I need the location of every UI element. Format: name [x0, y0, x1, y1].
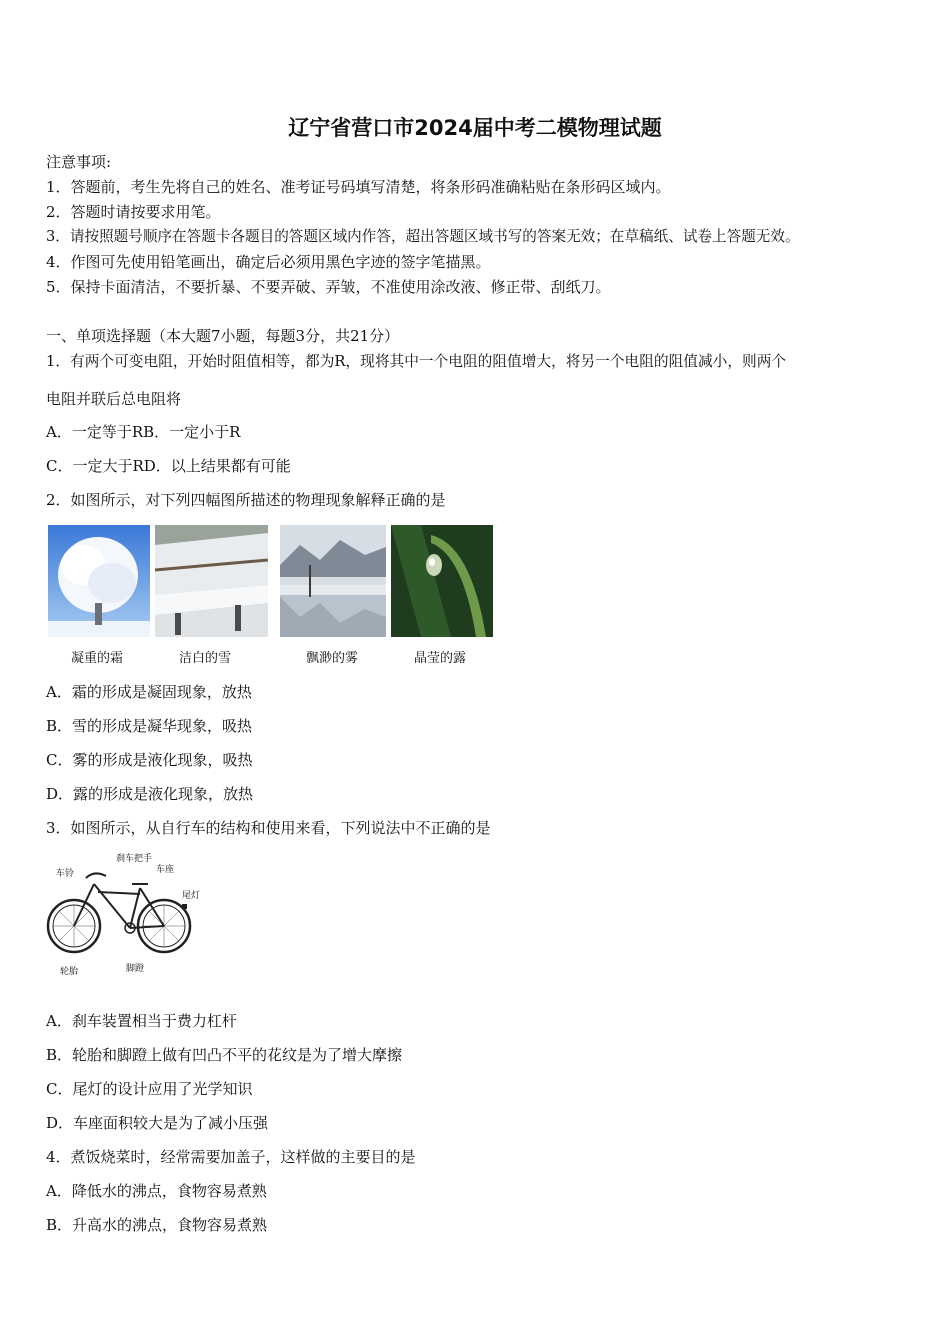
caption-dew: 晶莹的露 — [413, 651, 466, 666]
q3-option-c: C．尾灯的设计应用了光学知识 — [46, 1080, 253, 1098]
label-pedal: 脚蹬 — [126, 964, 145, 974]
q2-option-a: A．霜的形成是凝固现象，放热 — [46, 683, 252, 701]
fog-lake-photo — [280, 525, 386, 637]
q3-stem: 3．如图所示，从自行车的结构和使用来看，下列说法中不正确的是 — [46, 819, 491, 837]
q4-option-a: A．降低水的沸点，食物容易煮熟 — [46, 1182, 267, 1200]
q2-option-d: D．露的形成是液化现象，放热 — [46, 785, 254, 803]
q1-options-ab: A．一定等于RB．一定小于R — [46, 423, 241, 441]
q3-option-b: B．轮胎和脚蹬上做有凹凸不平的花纹是为了增大摩擦 — [46, 1046, 403, 1064]
q3-option-d: D．车座面积较大是为了减小压强 — [46, 1114, 269, 1132]
label-bell: 车铃 — [56, 869, 75, 879]
notice-1: 1．答题前，考生先将自己的姓名、准考证号码填写清楚，将条形码准确粘贴在条形码区域内。 — [46, 178, 671, 196]
notice-3: 3．请按照题号顺序在答题卡各题目的答题区域内作答，超出答题区域书写的答案无效；在草稿纸、试卷上答题无效。 — [46, 228, 800, 245]
notice-2: 2．答题时请按要求用笔。 — [46, 203, 221, 221]
q3-option-a: A．刹车装置相当于费力杠杆 — [46, 1012, 237, 1030]
bicycle-diagram — [46, 848, 206, 976]
q1-options-cd: C．一定大于RD．以上结果都有可能 — [46, 457, 291, 475]
label-seat: 车座 — [156, 865, 175, 875]
q4-option-b: B．升高水的沸点，食物容易煮熟 — [46, 1216, 268, 1234]
notice-heading: 注意事项: — [46, 153, 112, 171]
notice-4: 4．作图可先使用铅笔画出，确定后必须用黑色字迹的签字笔描黑。 — [46, 253, 491, 271]
notice-5: 5．保持卡面清洁，不要折暴、不要弄破、弄皱，不准使用涂改液、修正带、刮纸刀。 — [46, 278, 611, 296]
dew-leaf-photo — [391, 525, 493, 637]
q1-stem-line2: 电阻并联后总电阻将 — [46, 390, 182, 408]
caption-frost: 凝重的霜 — [70, 651, 123, 666]
q2-option-b: B．雪的形成是凝华现象，吸热 — [46, 717, 253, 735]
q1-stem-line1: 1．有两个可变电阻，开始时阻值相等，都为R，现将其中一个电阻的阻值增大，将另一个电阻的阻值减小，则两个 — [46, 353, 787, 370]
label-taillight: 尾灯 — [182, 891, 201, 901]
q2-option-c: C．雾的形成是液化现象，吸热 — [46, 751, 253, 769]
caption-fog: 飘渺的雾 — [305, 651, 358, 666]
q4-stem: 4．煮饭烧菜时，经常需要加盖子，这样做的主要目的是 — [46, 1148, 416, 1166]
page-title: 辽宁省营口市2024届中考二模物理试题 — [288, 116, 662, 140]
q2-stem: 2．如图所示，对下列四幅图所描述的物理现象解释正确的是 — [46, 491, 446, 509]
caption-snow: 洁白的雪 — [178, 651, 231, 666]
snow-bench-photo — [155, 525, 268, 637]
label-tire: 轮胎 — [60, 967, 79, 977]
frost-photo — [48, 525, 150, 637]
label-brake: 刹车把手 — [116, 854, 153, 864]
section-heading: 一、单项选择题（本大题7小题，每题3分，共21分） — [46, 327, 400, 345]
